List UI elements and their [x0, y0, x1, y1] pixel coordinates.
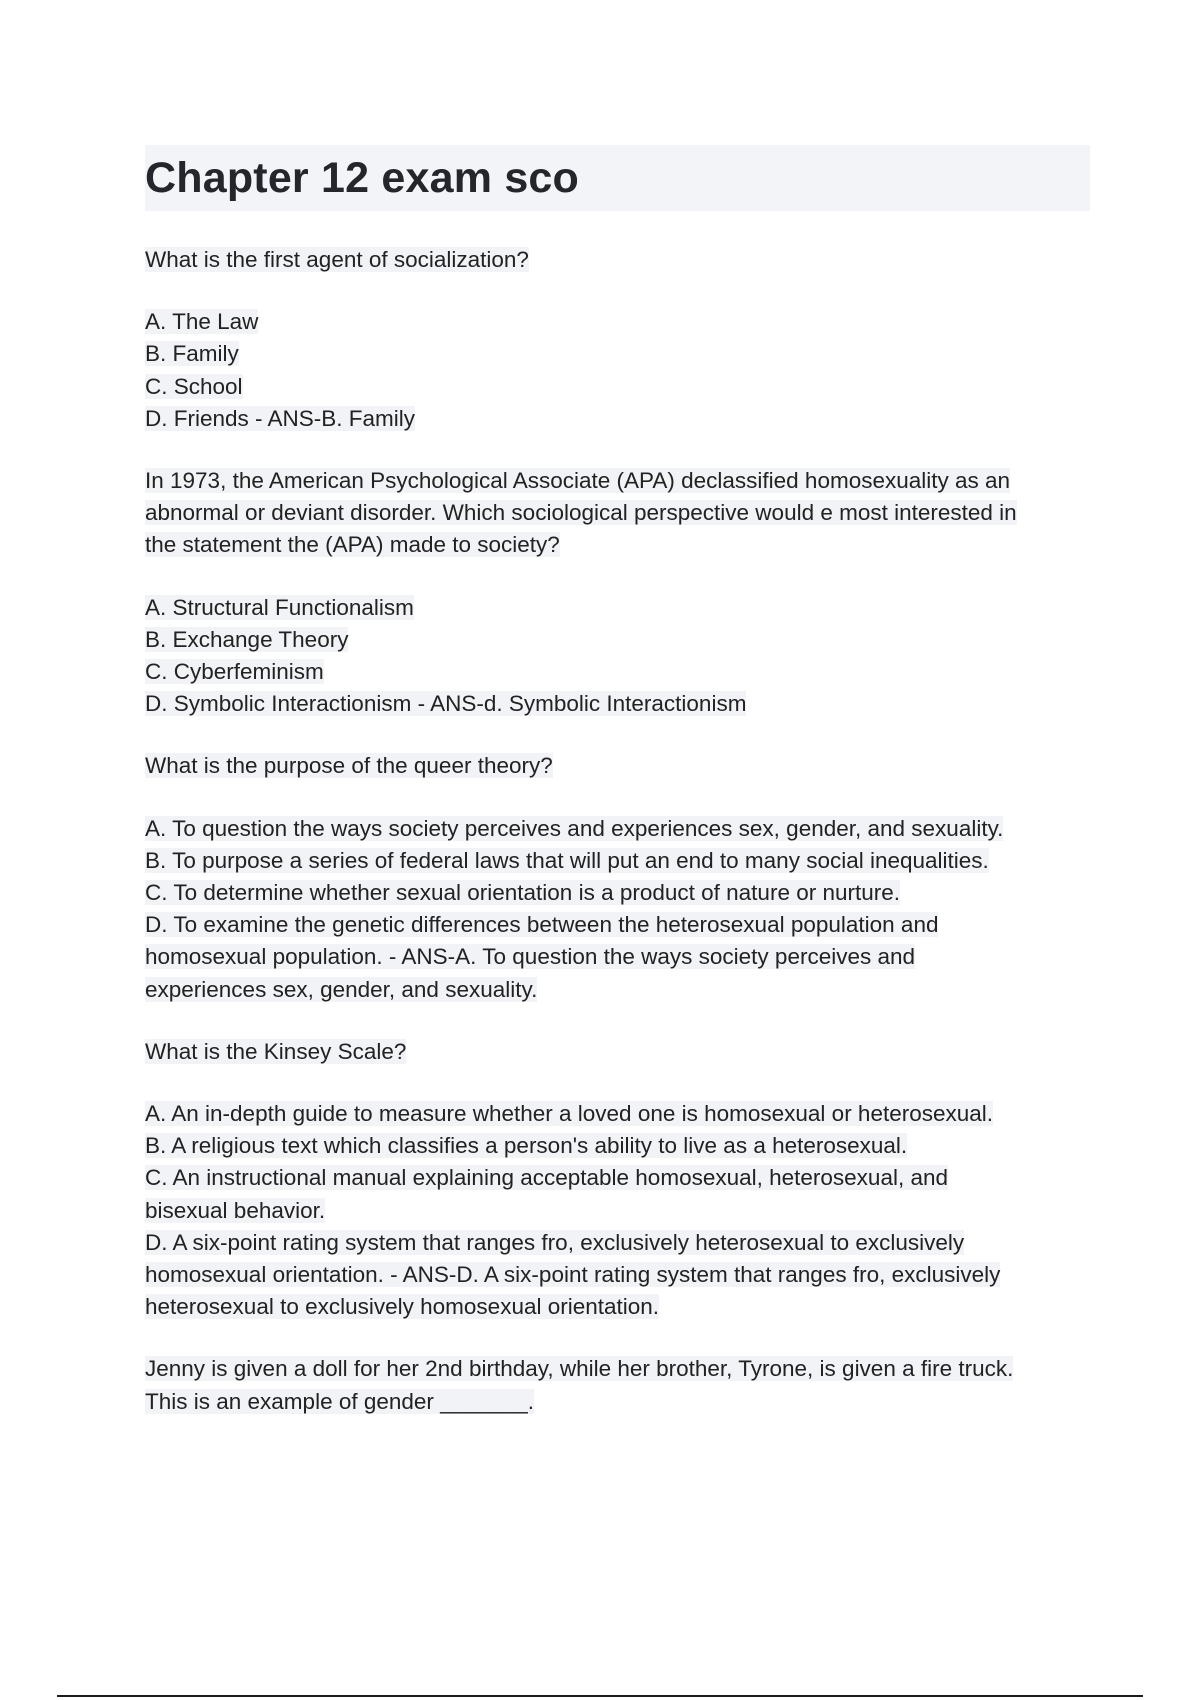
answer-option-line: B. To purpose a series of federal laws that will put an end to many social inequalities. [145, 847, 989, 873]
answer-option-line: C. To determine whether sexual orientation is a product of nature or nurture. [145, 880, 901, 906]
answer-option-line: B. A religious text which classifies a person's ability to live as a heterosexual. [145, 1133, 908, 1159]
answer-option-line: C. School [145, 373, 243, 399]
answer-option-line: D. A six-point rating system that ranges fro, exclusively heterosexual to exclusively [145, 1229, 965, 1255]
question-prompt-line: abnormal or deviant disorder. Which sociological perspective would e most interested in [145, 500, 1017, 526]
answer-option-line: A. The Law [145, 309, 259, 335]
question-prompt-line: Jenny is given a doll for her 2nd birthday, while her brother, Tyrone, is given a fire truck. [145, 1356, 1014, 1382]
answer-option-line: homosexual population. - ANS-A. To question the ways society perceives and [145, 944, 916, 970]
page-bottom-rule [57, 1695, 1143, 1697]
answer-option-line: D. To examine the genetic differences between the heterosexual population and [145, 912, 939, 938]
question-prompt-line: What is the Kinsey Scale? [145, 1038, 407, 1064]
question-prompt-line: the statement the (APA) made to society? [145, 532, 560, 558]
title-band [145, 145, 1090, 211]
answer-option-line: B. Exchange Theory [145, 626, 349, 652]
question-prompt-line: What is the purpose of the queer theory? [145, 753, 553, 779]
question-prompt-line: This is an example of gender _______. [145, 1388, 535, 1414]
answer-option-line: A. An in-depth guide to measure whether a loved one is homosexual or heterosexual. [145, 1101, 994, 1127]
answer-option-line: C. An instructional manual explaining acceptable homosexual, heterosexual, and [145, 1165, 949, 1191]
question-block-3 [145, 750, 1090, 1005]
answer-option-line: bisexual behavior. [145, 1197, 326, 1223]
answer-option-line: D. Symbolic Interactionism - ANS-d. Symbolic Interactionism [145, 691, 747, 717]
question-block-2 [145, 465, 1090, 720]
question-block-1 [145, 244, 1090, 435]
question-prompt-line: In 1973, the American Psychological Associate (APA) declassified homosexuality as an [145, 468, 1011, 494]
answer-option-line: D. Friends - ANS-B. Family [145, 405, 416, 431]
answer-option-line: A. To question the ways society perceives and experiences sex, gender, and sexuality. [145, 815, 1004, 841]
answer-option-line: heterosexual to exclusively homosexual orientation. [145, 1294, 660, 1320]
question-prompt-line: What is the first agent of socialization? [145, 247, 529, 272]
answer-option-line: B. Family [145, 341, 239, 367]
question-block-4 [145, 1036, 1090, 1324]
answer-option-line: experiences sex, gender, and sexuality. [145, 976, 538, 1002]
question-block-5 [145, 1353, 1090, 1417]
answer-option-line: homosexual orientation. - ANS-D. A six-point rating system that ranges fro, exclusively [145, 1262, 1001, 1288]
answer-option-line: A. Structural Functionalism [145, 594, 414, 620]
document-page [145, 145, 1090, 1418]
document-title: Chapter 12 exam sco [145, 153, 580, 202]
answer-option-line: C. Cyberfeminism [145, 659, 324, 685]
